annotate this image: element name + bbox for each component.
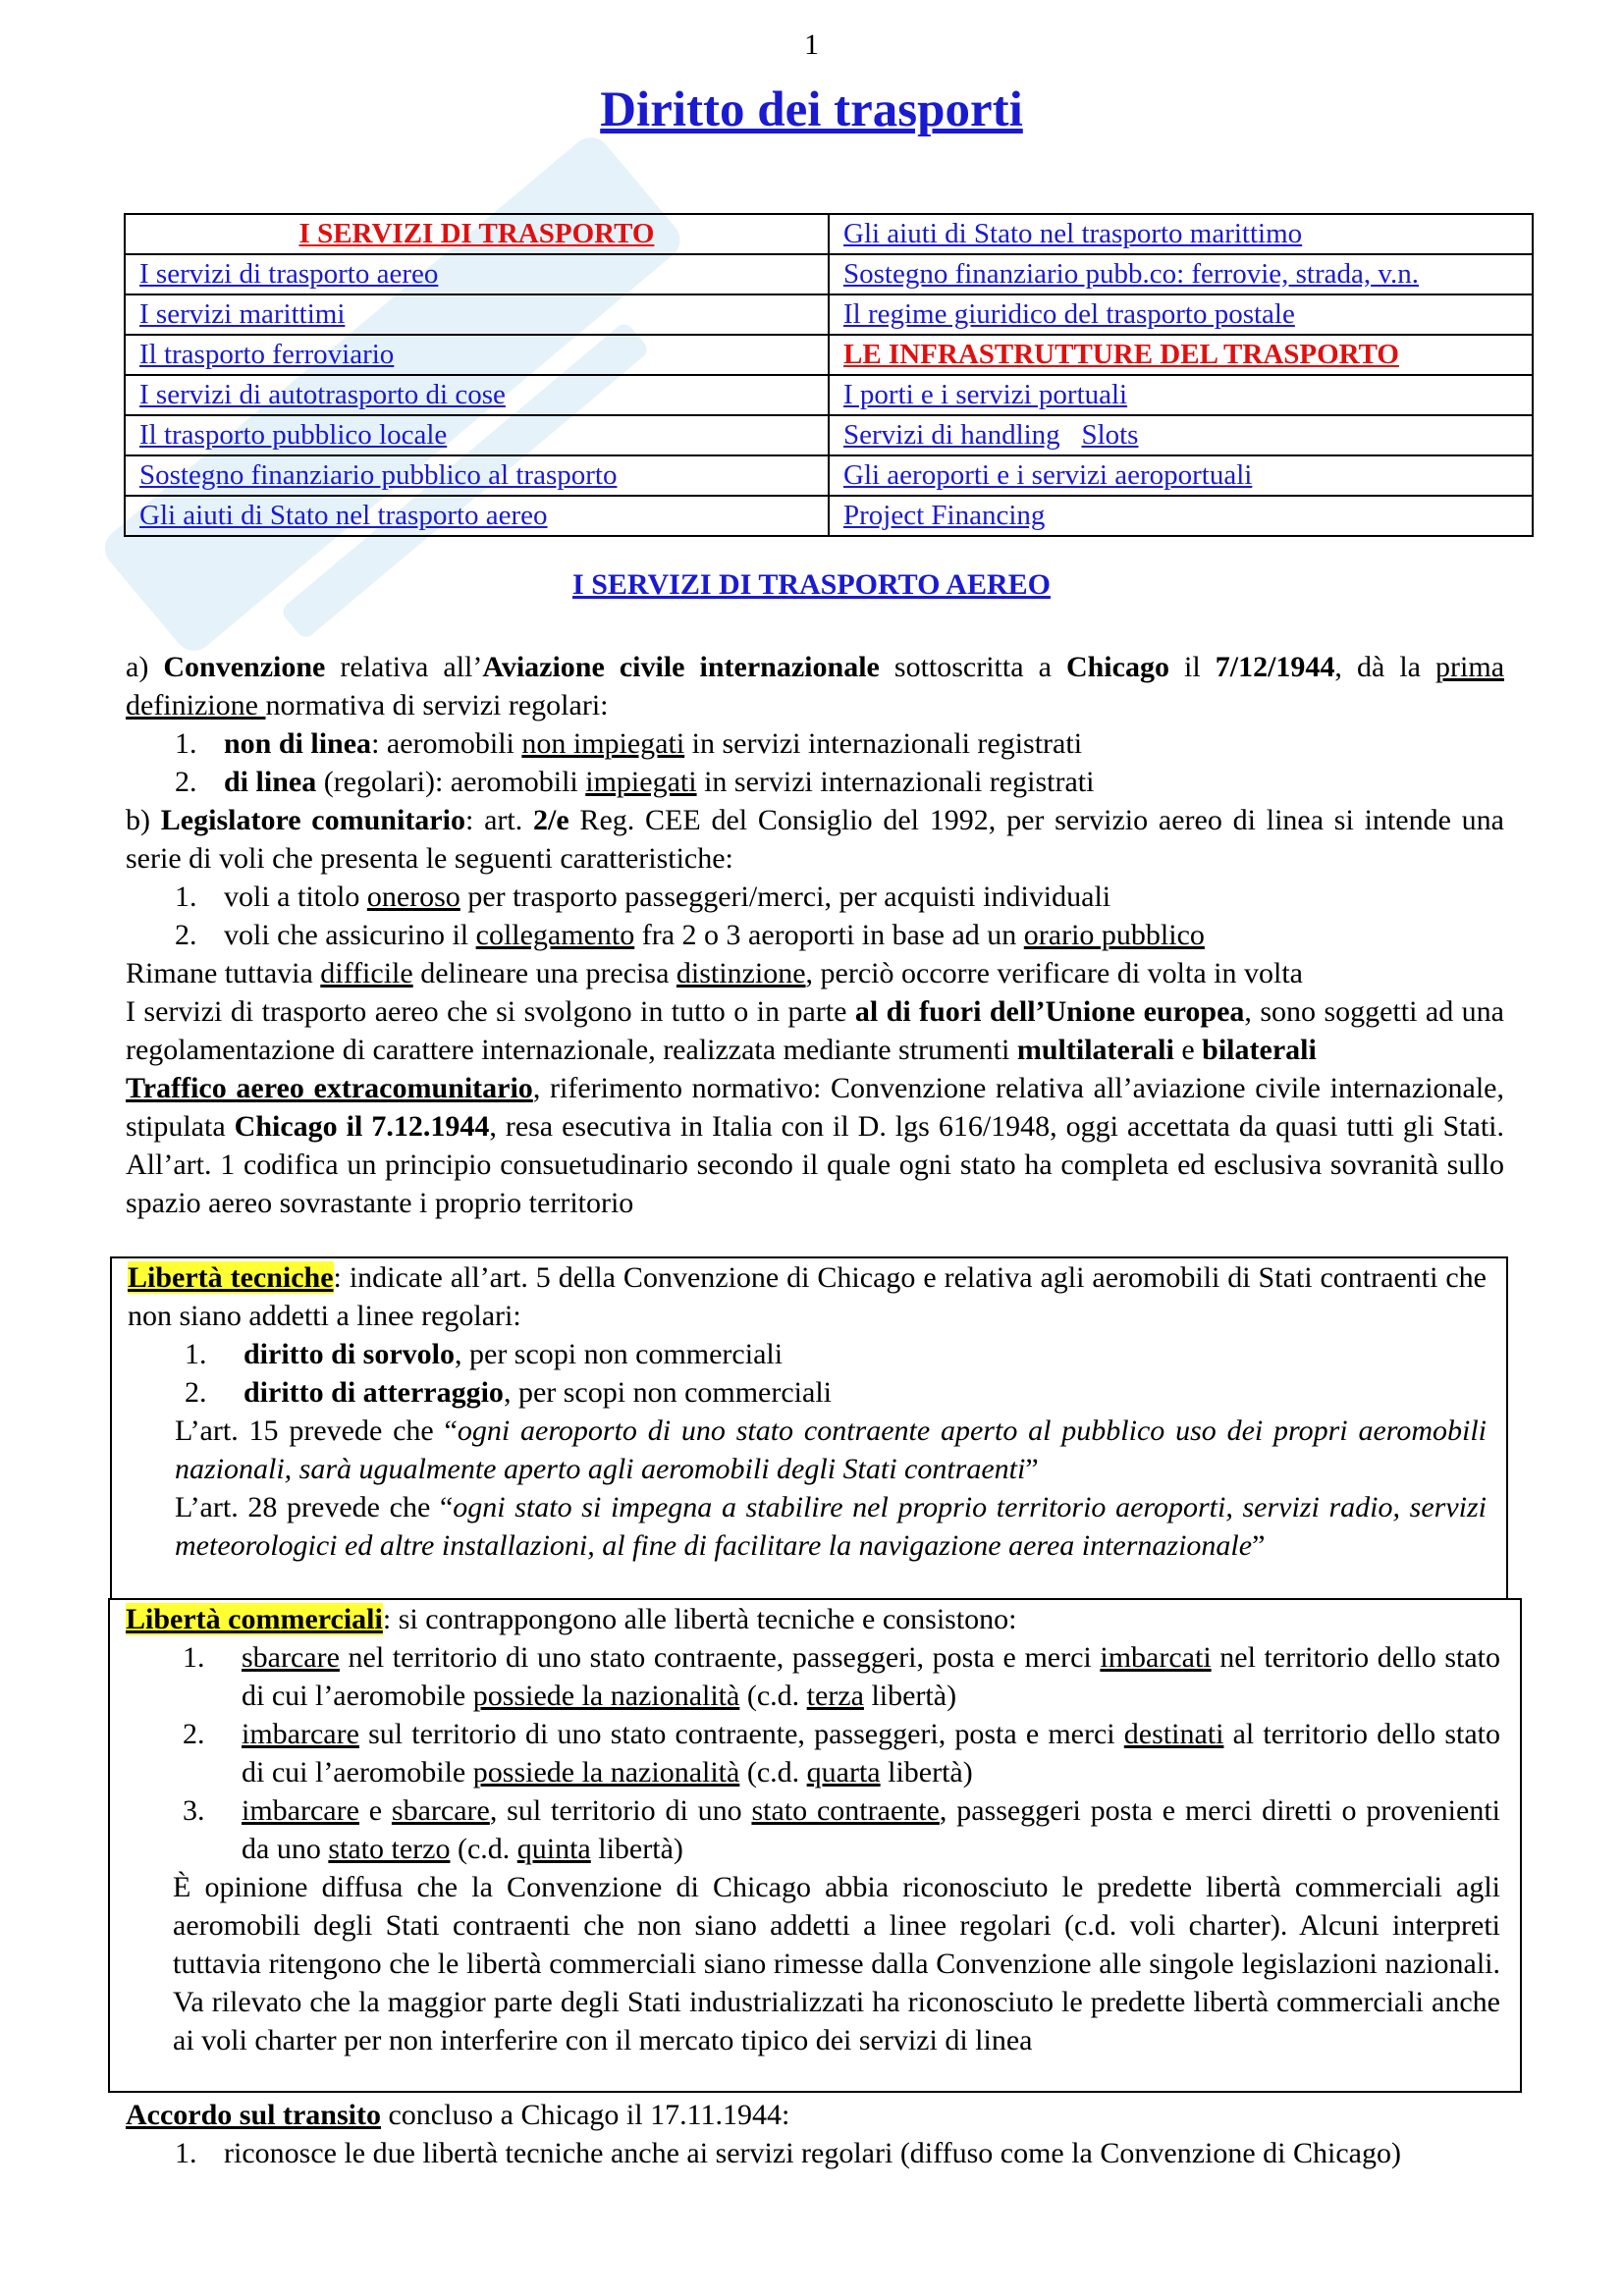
body-text-accordo xyxy=(126,2096,1504,2172)
table-of-contents xyxy=(124,213,1534,537)
list-item: 1. non di linea: aeromobili non impiegati in servizi internazionali registrati xyxy=(175,727,1083,760)
toc-row xyxy=(125,254,1533,294)
toc-link[interactable]: Sostegno finanziario pubblico al trasporto xyxy=(125,455,829,496)
toc-link[interactable]: Project Financing xyxy=(829,496,1533,536)
toc-link[interactable]: I porti e i servizi portuali xyxy=(829,375,1533,415)
toc-row xyxy=(125,294,1533,335)
toc-row xyxy=(125,455,1533,496)
paragraph-art15: L’art. 15 prevede che “ogni aeroporto di uno stato contraente aperto al pubblico uso dei propri aeromobili nazionali, sarà ugualmente aperto agli aeromobili degli Stati contraenti” xyxy=(175,1415,1487,1485)
list-item: 2. diritto di atterraggio, per scopi non commerciali xyxy=(185,1376,832,1409)
paragraph-closing: È opinione diffusa che la Convenzione di Chicago abbia riconosciuto le predette libertà commerciali agli aeromobili degli Stati contraenti che non siano addetti a linee regolari (c.d. voli charter). Alcuni interpreti tuttavia ritengono che le libertà commerciali siano rimesse dalla Convenzione alle singole legislazioni nazionali. Va rilevato che la maggior parte degli Stati industrializzati ha riconosciuto le predette libertà commerciali anche ai voli charter per non interferire con il mercato tipico dei servizi di linea xyxy=(173,1871,1500,2056)
section-title: I SERVIZI DI TRASPORTO AEREO xyxy=(572,568,1051,601)
toc-link[interactable]: Il trasporto ferroviario xyxy=(125,335,829,375)
toc-heading-right[interactable]: LE INFRASTRUTTURE DEL TRASPORTO xyxy=(829,335,1533,375)
toc-link[interactable]: Gli aeroporti e i servizi aeroportuali xyxy=(829,455,1533,496)
toc-row xyxy=(125,335,1533,375)
list-item: 2. voli che assicurino il collegamento fra 2 o 3 aeroporti in base ad un orario pubblico xyxy=(175,919,1205,951)
paragraph-rimane: Rimane tuttavia difficile delineare una precisa distinzione, perciò occorre verificare di volta in volta xyxy=(126,957,1303,989)
paragraph-commerciali: Libertà commerciali: si contrappongono alle libertà tecniche e consistono: xyxy=(126,1603,1017,1635)
box-liberta-tecniche xyxy=(110,1256,1508,1600)
toc-row xyxy=(125,214,1533,254)
box-liberta-commerciali xyxy=(108,1598,1522,2093)
paragraph-art28: L’art. 28 prevede che “ogni stato si impegna a stabilire nel proprio territorio aeroporti, servizi radio, servizi meteorologici ed altre installazioni, al fine di facilitare la navigazione aerea internazionale” xyxy=(175,1491,1487,1562)
paragraph-accordo: Accordo sul transito concluso a Chicago il 17.11.1944: xyxy=(126,2099,790,2131)
page-title: Diritto dei trasporti xyxy=(600,82,1023,137)
toc-link[interactable]: Sostegno finanziario pubb.co: ferrovie, strada, v.n. xyxy=(829,254,1533,294)
list-item: 2. imbarcare sul territorio di uno stato contraente, passeggeri, posta e merci destinati al territorio dello stato di cui l’aeromobile possiede la nazionalità (c.d. quarta libertà) xyxy=(183,1718,1500,1789)
toc-link[interactable]: I servizi di autotrasporto di cose xyxy=(125,375,829,415)
list-item: 3. imbarcare e sbarcare, sul territorio di uno stato contraente, passeggeri posta e merci diretti o provenienti da uno stato terzo (c.d. quinta libertà) xyxy=(183,1794,1500,1865)
list-item: 1. sbarcare nel territorio di uno stato contraente, passeggeri, posta e merci imbarcati nel territorio dello stato di cui l’aeromobile possiede la nazionalità (c.d. terza libertà) xyxy=(183,1641,1501,1712)
toc-row xyxy=(125,415,1533,455)
toc-link[interactable]: Il regime giuridico del trasporto postale xyxy=(829,294,1533,335)
toc-row xyxy=(125,375,1533,415)
paragraph-servizi: I servizi di trasporto aereo che si svolgono in tutto o in parte al di fuori dell’Unione europea, sono soggetti ad una regolamentazione di carattere internazionale, realizzata mediante strumenti multilaterali e bilaterali xyxy=(126,995,1504,1066)
list-item: 1. diritto di sorvolo, per scopi non commerciali xyxy=(185,1338,784,1370)
body-text xyxy=(126,648,1504,1222)
toc-link-slots[interactable]: Slots xyxy=(1081,419,1139,451)
paragraph-b: b) Legislatore comunitario: art. 2/e Reg. CEE del Consiglio del 1992, per servizio aereo di linea si intende una serie di voli che presenta le seguenti caratteristiche: xyxy=(126,804,1504,875)
toc-link[interactable]: Gli aiuti di Stato nel trasporto aereo xyxy=(125,496,829,536)
paragraph-tecniche: Libertà tecniche: indicate all’art. 5 della Convenzione di Chicago e relativa agli aeromobili di Stati contraenti che non siano addetti a linee regolari: xyxy=(128,1261,1487,1332)
toc-heading-left[interactable]: I SERVIZI DI TRASPORTO xyxy=(125,214,829,254)
toc-link[interactable]: Il trasporto pubblico locale xyxy=(125,415,829,455)
toc-link[interactable]: Servizi di handling Slots xyxy=(829,415,1533,455)
toc-link[interactable]: Gli aiuti di Stato nel trasporto marittimo xyxy=(829,214,1533,254)
toc-link[interactable]: I servizi marittimi xyxy=(125,294,829,335)
page-number: 1 xyxy=(804,28,819,61)
list-item: 1. riconosce le due libertà tecniche anche ai servizi regolari (diffuso come la Convenzione di Chicago) xyxy=(175,2137,1401,2169)
toc-row xyxy=(125,496,1533,536)
paragraph-traffico: Traffico aereo extracomunitario, riferimento normativo: Convenzione relativa all’aviazione civile internazionale, stipulata Chicago il 7.12.1944, resa esecutiva in Italia con il D. lgs 616/1948, oggi accettata da quasi tutti gli Stati. All’art. 1 codifica un principio consuetudinario secondo il quale ogni stato ha completa ed esclusiva sovranità sullo spazio aereo sovrastante i proprio territorio xyxy=(126,1072,1505,1219)
list-item: 1. voli a titolo oneroso per trasporto passeggeri/merci, per acquisti individuali xyxy=(175,881,1111,913)
toc-link[interactable]: I servizi di trasporto aereo xyxy=(125,254,829,294)
paragraph-a: a) Convenzione relativa all’Aviazione civile internazionale sottoscritta a Chicago il 7/12/1944, dà la prima definizione normativa di servizi regolari: xyxy=(126,651,1505,721)
list-item: 2. di linea (regolari): aeromobili impiegati in servizi internazionali registrati xyxy=(175,766,1095,798)
